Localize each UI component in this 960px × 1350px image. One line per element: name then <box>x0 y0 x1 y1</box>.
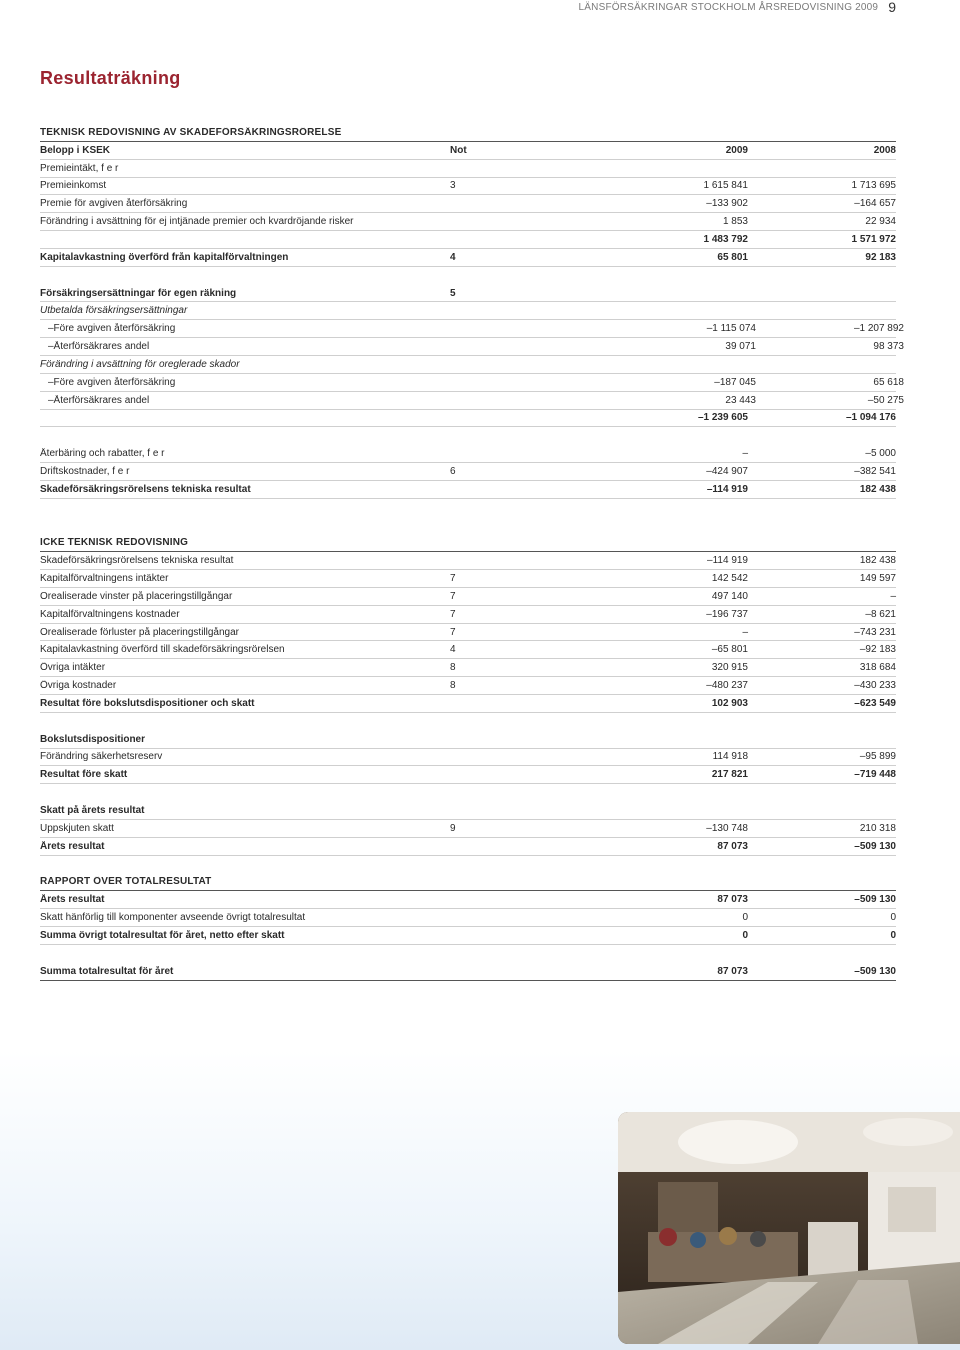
value-2008: 149 597 <box>859 573 896 585</box>
table-row <box>40 909 896 927</box>
value-2008: – <box>890 590 896 602</box>
value-2008: –719 448 <box>854 769 896 781</box>
section-heading <box>40 534 896 552</box>
row-note: 7 <box>450 626 456 638</box>
row-label: Summa totalresultat för året <box>40 965 174 977</box>
section-heading <box>40 124 896 142</box>
table-row <box>40 160 896 178</box>
table-row <box>40 552 896 570</box>
table-row <box>40 178 896 196</box>
row-label: Premie för avgiven återförsäkring <box>40 198 188 210</box>
value-2008: –430 233 <box>854 680 896 692</box>
table-row <box>40 731 896 749</box>
row-note: 8 <box>450 662 456 674</box>
row-label: TEKNISK REDOVISNING AV SKADEFÖRSÄKRINGSRÖRELSE <box>40 126 342 138</box>
row-label: –Återförsäkrares andel <box>48 341 150 353</box>
table-row <box>40 838 896 856</box>
value-2009: 217 821 <box>711 769 748 781</box>
value-2009: – <box>742 626 748 638</box>
value-2009: 114 918 <box>712 751 748 763</box>
value-2008: –509 130 <box>854 965 896 977</box>
value-2009: –480 237 <box>706 680 748 692</box>
value-2008: 98 373 <box>873 341 904 353</box>
row-label: Skadeförsäkringsrörelsens tekniska resultat <box>40 555 234 567</box>
value-2008: 1 571 972 <box>851 233 896 245</box>
value-2009: –65 801 <box>711 644 748 656</box>
table-row <box>40 338 904 356</box>
value-2009: 1 483 792 <box>703 233 748 245</box>
table-row <box>40 195 896 213</box>
row-note: 8 <box>450 680 456 692</box>
row-note: 7 <box>450 590 456 602</box>
row-label: Årets resultat <box>40 840 105 852</box>
row-label: Skatt på årets resultat <box>40 804 145 816</box>
row-label: Förändring i avsättning för ej intjänade premier och kvardröjande risker <box>40 216 354 228</box>
value-2009: –133 902 <box>706 198 748 210</box>
spacer-row <box>40 517 896 535</box>
row-note: 7 <box>450 573 456 585</box>
row-label: Förändring i avsättning för oreglerade skador <box>40 358 240 370</box>
section-heading <box>40 873 896 891</box>
value-2008: 65 618 <box>873 376 904 388</box>
value-2008: –509 130 <box>854 840 896 852</box>
table-row <box>40 891 896 909</box>
page-number: 9 <box>888 0 896 15</box>
value-2009: 2009 <box>725 144 748 156</box>
row-note: 4 <box>450 644 456 656</box>
row-label: Övriga intäkter <box>40 662 106 674</box>
spacer-row <box>40 713 896 731</box>
spacer-row <box>40 267 896 285</box>
row-note: 3 <box>450 180 456 192</box>
value-2008: –382 541 <box>854 465 896 477</box>
value-2009: –1 115 074 <box>706 323 756 335</box>
table-row <box>40 963 896 981</box>
table-row <box>40 677 896 695</box>
row-label: Årets resultat <box>40 894 105 906</box>
table-row <box>40 659 896 677</box>
row-note: 7 <box>450 608 456 620</box>
value-2009: 102 903 <box>711 697 748 709</box>
value-2009: 23 443 <box>725 394 756 406</box>
row-label: Driftskostnader, f e r <box>40 465 130 477</box>
value-2008: –92 183 <box>859 644 896 656</box>
row-label: –Återförsäkrares andel <box>48 394 150 406</box>
row-label: Summa övrigt totalresultat för året, netto efter skatt <box>40 929 285 941</box>
table-row <box>40 695 896 713</box>
value-2009: 0 <box>742 929 748 941</box>
value-2009: 497 140 <box>711 590 748 602</box>
page-header <box>579 0 896 14</box>
value-2008: –164 657 <box>854 198 896 210</box>
table-row <box>40 481 896 499</box>
table-row <box>40 463 896 481</box>
row-label: Premieintäkt, f e r <box>40 162 119 174</box>
row-label: Kapitalavkastning överförd till skadeförsäkringsrörelsen <box>40 644 285 656</box>
table-row <box>40 213 896 231</box>
row-label: –Före avgiven återförsäkring <box>48 323 176 335</box>
table-row <box>40 302 896 320</box>
value-2009: –130 748 <box>706 822 748 834</box>
row-label: Övriga kostnader <box>40 680 117 692</box>
row-note: 4 <box>450 251 456 263</box>
value-2008: 22 934 <box>865 216 896 228</box>
table-row <box>40 445 896 463</box>
value-2009: –1 239 605 <box>697 412 748 424</box>
value-2009: –114 919 <box>706 483 748 495</box>
spacer-row <box>40 945 896 963</box>
row-label: Kapitalförvaltningens intäkter <box>40 573 169 585</box>
spacer-row <box>40 856 896 874</box>
value-2008: 182 438 <box>859 555 896 567</box>
table-row <box>40 392 904 410</box>
table-row <box>40 249 896 267</box>
table-row <box>40 606 896 624</box>
value-2009: –187 045 <box>714 376 756 388</box>
value-2008: –5 000 <box>865 448 896 460</box>
value-2008: 1 713 695 <box>851 180 896 192</box>
row-label: Återbäring och rabatter, f e r <box>40 448 165 460</box>
row-label: Kapitalavkastning överförd från kapitalförvaltningen <box>40 251 289 263</box>
row-label: Bokslutsdispositioner <box>40 733 146 745</box>
row-label: Kapitalförvaltningens kostnader <box>40 608 180 620</box>
table-row <box>40 285 896 303</box>
value-2008: –743 231 <box>854 626 896 638</box>
value-2009: 1 853 <box>722 216 748 228</box>
table-row <box>40 410 896 428</box>
row-label: Belopp i KSEK <box>40 144 111 156</box>
row-note: 6 <box>450 465 456 477</box>
table-row <box>40 802 896 820</box>
value-2008: –623 549 <box>854 697 896 709</box>
table-row <box>40 570 896 588</box>
value-2009: – <box>742 448 748 460</box>
value-2009: 87 073 <box>717 840 748 852</box>
table-row <box>40 588 896 606</box>
value-2008: 0 <box>890 912 896 924</box>
row-label: Orealiserade vinster på placeringstillgångar <box>40 590 233 602</box>
row-label: Försäkringsersättningar för egen räkning <box>40 287 237 299</box>
table-row <box>40 231 896 249</box>
table-row <box>40 624 896 642</box>
table-row <box>40 927 896 945</box>
row-note: 9 <box>450 822 456 834</box>
value-2009: 39 071 <box>725 341 756 353</box>
spacer-row <box>40 499 896 517</box>
value-2008: –1 094 176 <box>845 412 896 424</box>
store-interior-photo <box>618 1112 960 1344</box>
table-row <box>40 820 896 838</box>
value-2008: 92 183 <box>865 251 896 263</box>
table-row <box>40 374 904 392</box>
value-2009: –196 737 <box>706 608 748 620</box>
row-label: Skadeförsäkringsrörelsens tekniska resultat <box>40 483 251 495</box>
value-2008: 210 318 <box>859 822 896 834</box>
value-2009: 142 542 <box>711 573 748 585</box>
page-title: Resultaträkning <box>40 68 181 88</box>
value-2008: –8 621 <box>865 608 896 620</box>
row-label: Resultat före bokslutsdispositioner och skatt <box>40 697 255 709</box>
spacer-row <box>40 427 896 445</box>
row-label: Orealiserade förluster på placeringstillgångar <box>40 626 239 638</box>
income-statement-table <box>40 124 904 981</box>
table-row <box>40 641 896 659</box>
value-2008: 182 438 <box>859 483 896 495</box>
row-label: ICKE TEKNISK REDOVISNING <box>40 537 189 549</box>
row-label: Premieinkomst <box>40 180 107 192</box>
table-row <box>40 356 896 374</box>
value-2009: 65 801 <box>717 251 748 263</box>
value-2009: 320 915 <box>711 662 748 674</box>
row-note: Not <box>450 144 467 156</box>
table-row <box>40 749 896 767</box>
running-header: LÄNSFÖRSÄKRINGAR STOCKHOLM ÅRSREDOVISNING 2009 <box>578 1 879 13</box>
value-2008: –509 130 <box>854 894 896 906</box>
value-2008: 318 684 <box>859 662 896 674</box>
row-label: –Före avgiven återförsäkring <box>48 376 176 388</box>
value-2009: –424 907 <box>706 465 748 477</box>
table-row <box>40 320 904 338</box>
column-header-row <box>40 142 896 160</box>
value-2008: 0 <box>890 929 896 941</box>
row-label: Resultat före skatt <box>40 769 128 781</box>
table-row <box>40 766 896 784</box>
row-label: RAPPORT ÖVER TOTALRESULTAT <box>40 876 212 888</box>
value-2009: 87 073 <box>717 894 748 906</box>
value-2009: –114 919 <box>707 555 748 567</box>
value-2008: –50 275 <box>867 394 904 406</box>
value-2008: –1 207 892 <box>853 323 904 335</box>
row-label: Utbetalda försäkringsersättningar <box>40 305 188 317</box>
value-2009: 87 073 <box>717 965 748 977</box>
row-label: Förändring säkerhetsreserv <box>40 751 163 763</box>
row-label: Skatt hänförlig till komponenter avseende övrigt totalresultat <box>40 912 306 924</box>
value-2008: 2008 <box>873 144 896 156</box>
spacer-row <box>40 784 896 802</box>
value-2008: –95 899 <box>859 751 896 763</box>
row-note: 5 <box>450 287 456 299</box>
value-2009: 0 <box>742 912 748 924</box>
value-2009: 1 615 841 <box>703 180 748 192</box>
row-label: Uppskjuten skatt <box>40 822 114 834</box>
